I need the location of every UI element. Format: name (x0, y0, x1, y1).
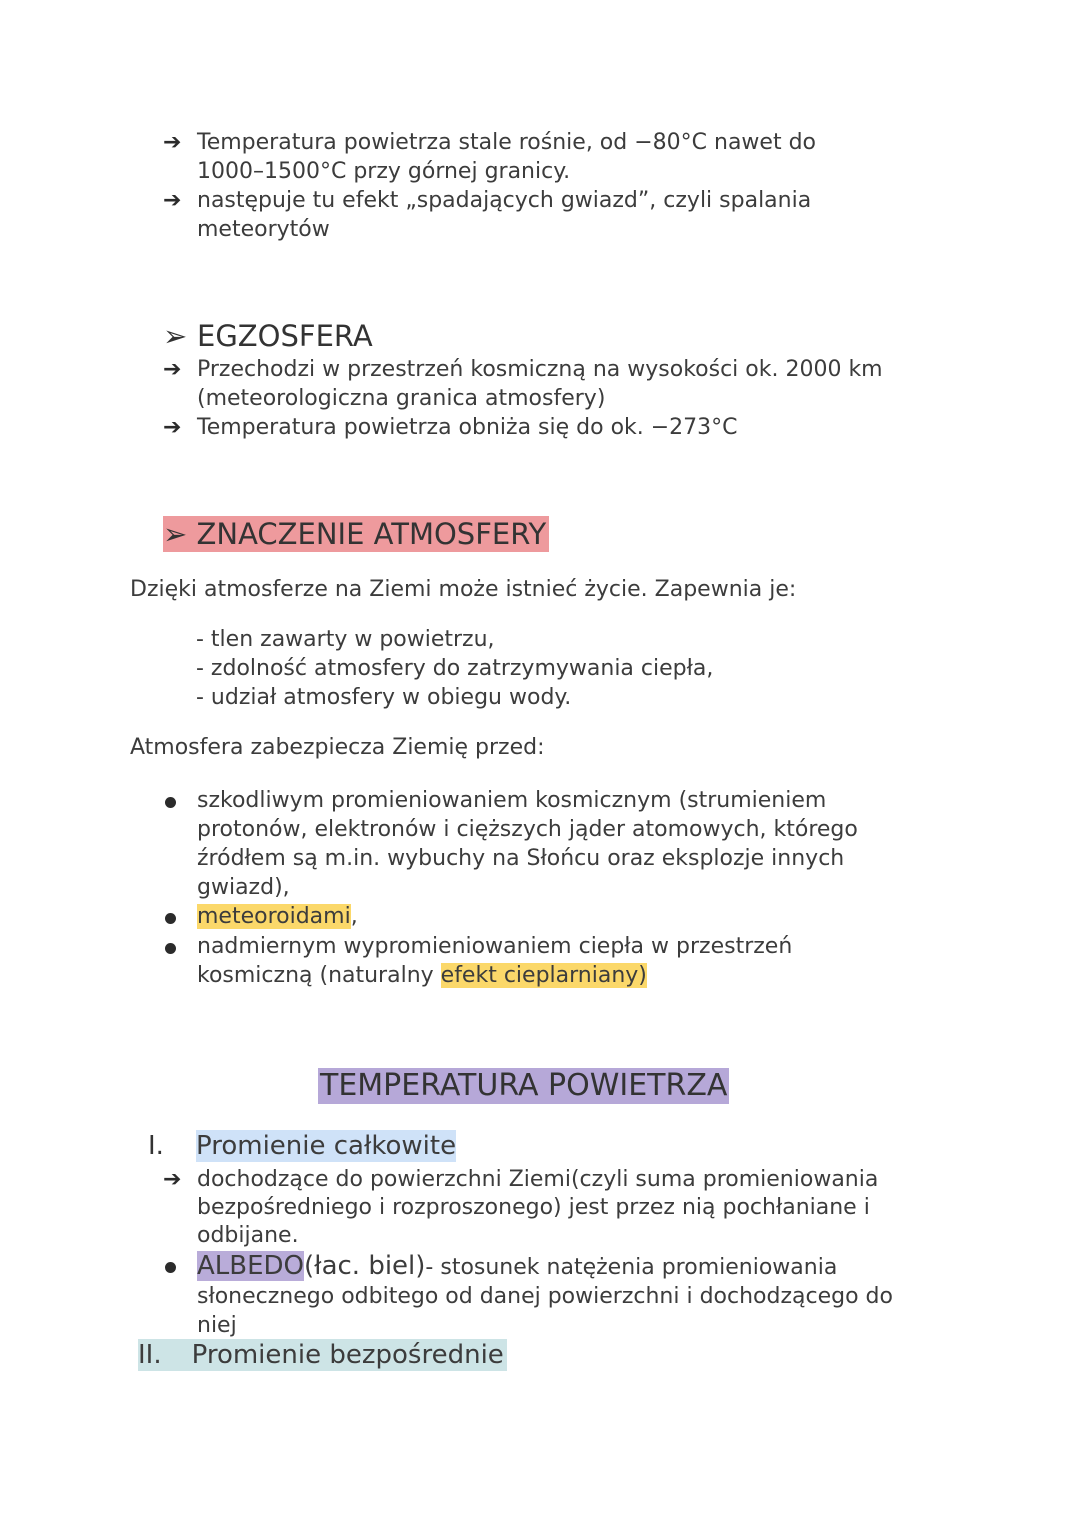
bullet-text: nadmiernym wypromieniowaniem ciepła w przestrzeń (197, 934, 793, 959)
bullet-text: protonów, elektronów i cięższych jąder atomowych, którego (197, 817, 858, 842)
bullet-text: następuje tu efekt „spadających gwiazd”, czyli spalania (197, 188, 812, 213)
bullet-text: dochodzące do powierzchni Ziemi(czyli suma promieniowania (197, 1167, 879, 1192)
albedo-text: - stosunek natężenia promieniowania (425, 1255, 838, 1280)
bullet-dot-icon (165, 943, 176, 954)
bullet-dot-icon (165, 1262, 176, 1273)
albedo-term: ALBEDO (197, 1251, 305, 1281)
section-title-promienie-calkowite: Promienie całkowite (196, 1131, 457, 1161)
bullet-text: niej (197, 1313, 237, 1338)
egzosfera-heading: EGZOSFERA (197, 319, 373, 353)
znaczenie-heading (163, 516, 549, 552)
znaczenie-intro: Dzięki atmosferze na Ziemi może istnieć życie. Zapewnia je: (130, 577, 797, 602)
arrow-bullet-icon: ➔ (163, 357, 182, 382)
triangle-bullet-icon: ➢ (163, 319, 188, 353)
bullet-text: słonecznego odbitego od danej powierzchni i dochodzącego do (197, 1284, 893, 1309)
bullet-text (197, 902, 358, 931)
albedo-paren: (łac. biel) (304, 1251, 426, 1281)
bullet-text: szkodliwym promieniowaniem kosmicznym (strumieniem (197, 788, 827, 813)
bullet-text (197, 961, 647, 990)
bullet-text: 1000–1500°C przy górnej granicy. (197, 159, 571, 184)
bullet-text: bezpośredniego i rozproszonego) jest przez nią pochłaniane i (197, 1195, 870, 1220)
bullet-text: Przechodzi w przestrzeń kosmiczną na wysokości ok. 2000 km (197, 357, 883, 382)
temperatura-heading: TEMPERATURA POWIETRZA (320, 1068, 728, 1103)
section-title-promienie-bezposrednie: Promienie bezpośrednie (191, 1340, 504, 1370)
section-number: II. (138, 1340, 162, 1370)
section-number: I. (148, 1131, 164, 1161)
bullet-dot-icon (165, 913, 176, 924)
bullet-text: gwiazd), (197, 875, 290, 900)
protects-intro: Atmosfera zabezpiecza Ziemię przed: (130, 735, 545, 760)
bullet-text: Temperatura powietrza obniża się do ok. −273°C (197, 415, 738, 440)
bullet-text: meteorytów (197, 217, 330, 242)
arrow-bullet-icon: ➔ (163, 188, 182, 213)
arrow-bullet-icon: ➔ (163, 130, 182, 155)
albedo-definition (197, 1250, 837, 1284)
bullet-text: (meteorologiczna granica atmosfery) (197, 386, 606, 411)
highlight-meteoroidami: meteoroidami (197, 904, 351, 929)
bullet-text-rest: , (350, 904, 358, 929)
section-two-heading (138, 1339, 507, 1371)
list-item: - tlen zawarty w powietrzu, (196, 627, 495, 652)
highlight-efekt-cieplarniany: efekt cieplarniany) (440, 963, 647, 988)
triangle-bullet-icon: ➢ (163, 517, 188, 551)
arrow-bullet-icon: ➔ (163, 1167, 182, 1192)
bullet-text: odbijane. (197, 1223, 299, 1248)
bullet-text: źródłem są m.in. wybuchy na Słońcu oraz eksplozje innych (197, 846, 845, 871)
list-item: - udział atmosfery w obiegu wody. (196, 685, 572, 710)
bullet-text: Temperatura powietrza stale rośnie, od −80°C nawet do (197, 130, 817, 155)
bullet-dot-icon (165, 797, 176, 808)
list-item: - zdolność atmosfery do zatrzymywania ciepła, (196, 656, 714, 681)
znaczenie-heading-text: ZNACZENIE ATMOSFERY (196, 517, 547, 551)
bullet-text-pre: kosmiczną (naturalny (197, 963, 441, 988)
arrow-bullet-icon: ➔ (163, 415, 182, 440)
